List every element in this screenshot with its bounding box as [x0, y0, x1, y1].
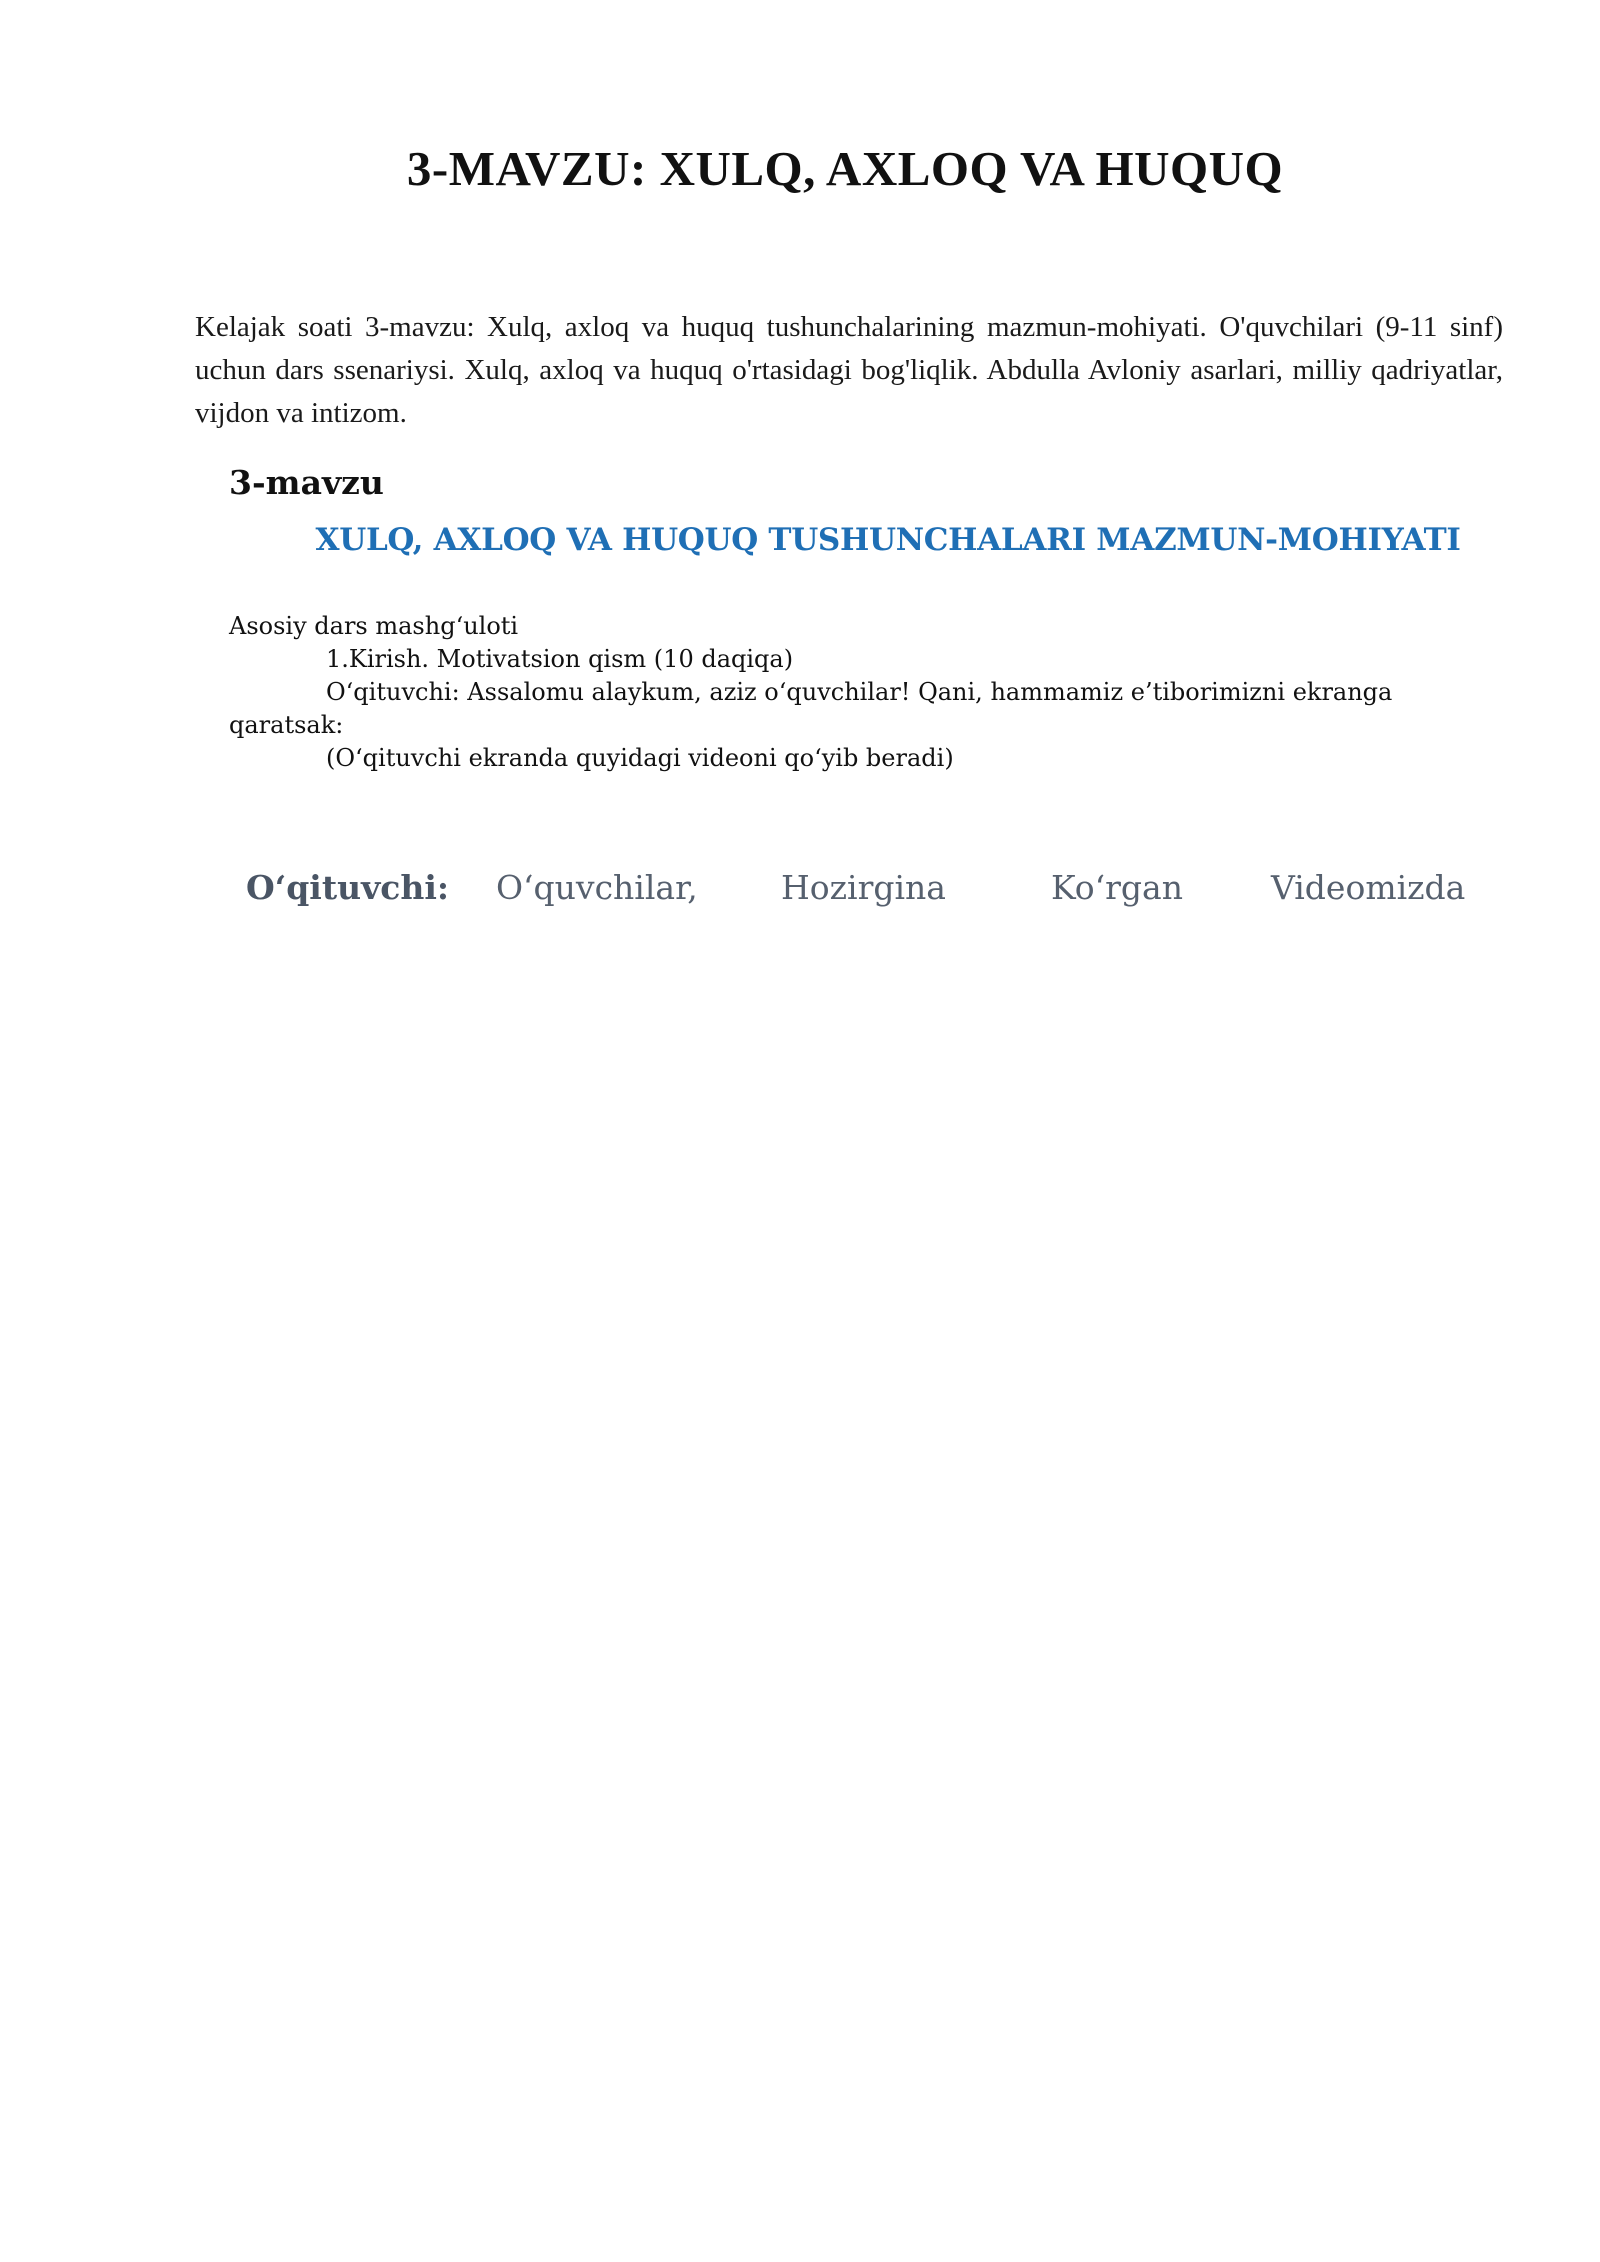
- dialog-row: [246, 868, 1466, 907]
- lesson-section-title: Asosiy dars mashg‘uloti: [229, 612, 519, 640]
- topic-heading: XULQ, AXLOQ VA HUQUQ TUSHUNCHALARI MAZMUN-MOHIYATI: [315, 522, 1461, 558]
- dialog-word: O‘quvchilar,: [496, 868, 698, 907]
- lesson-step: 1.Kirish. Motivatsion qism (10 daqiqa): [326, 645, 794, 673]
- dialog-word: Ko‘rgan: [1051, 868, 1183, 907]
- intro-paragraph: Kelajak soati 3-mavzu: Xulq, axloq va huquq tushunchalarining mazmun-mohiyati. O'quvchilari (9-11 sinf) uchun dars ssenariysi. Xulq, axloq va huquq o'rtasidagi bog'liqlik. Abdulla Avloniy asarlari, milliy qadriyatlar, vijdon va intizom.: [195, 311, 1503, 429]
- lesson-section: [229, 610, 1409, 775]
- dialog-word: Videomizda: [1271, 868, 1466, 907]
- topic-label: 3-mavzu: [229, 463, 384, 502]
- lesson-note: (O‘qituvchi ekranda quyidagi videoni qo‘yib beradi): [326, 744, 954, 772]
- teacher-line: O‘qituvchi: Assalomu alaykum, aziz o‘quvchilar! Qani, hammamiz e’tiborimizni ekranga qaratsak:: [229, 678, 1393, 739]
- dialog-word: Hozirgina: [781, 868, 946, 907]
- dialog-speaker: O‘qituvchi:: [246, 868, 450, 907]
- document-title: 3-MAVZU: XULQ, AXLOQ VA HUQUQ: [406, 141, 1284, 196]
